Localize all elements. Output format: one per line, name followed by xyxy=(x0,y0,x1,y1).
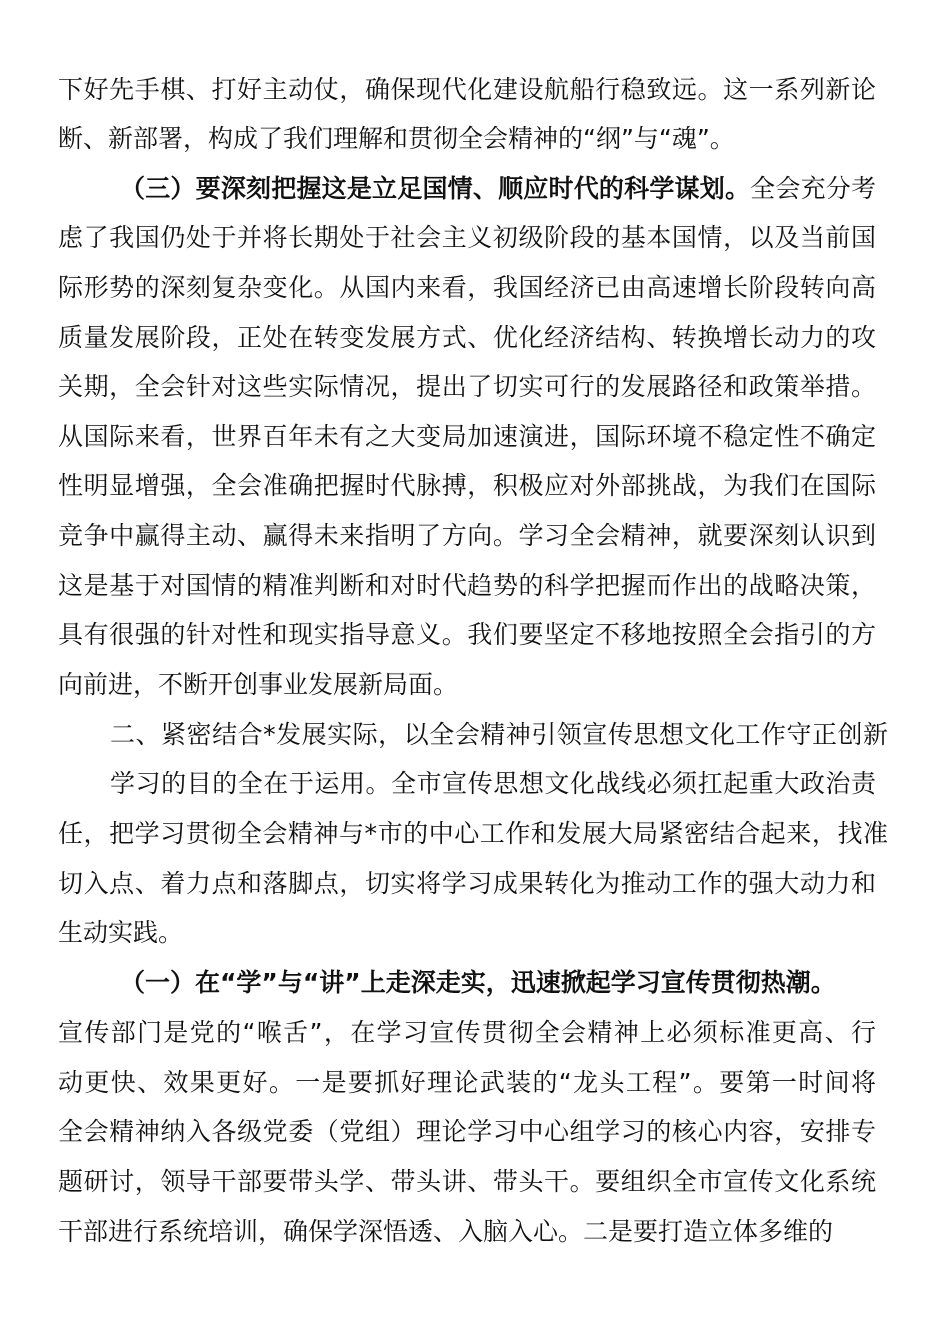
subheading-line xyxy=(120,169,876,209)
paragraph-line: 关期，全会针对这些实际情况，提出了切实可行的发展路径和政策举措。 xyxy=(58,372,876,401)
paragraph-line: 竞争中赢得主动、赢得未来指明了方向。学习全会精神，就要深刻认识到 xyxy=(58,521,876,550)
paragraph-line: 具有很强的针对性和现实指导意义。我们要坚定不移地按照全会指引的方 xyxy=(58,620,876,649)
paragraph-line: 这是基于对国情的精准判断和对时代趋势的科学把握而作出的战略决策， xyxy=(58,571,876,600)
subheading-bold-text: （一）在“学”与“讲”上走深走实，迅速掀起学习宣传贯彻热潮。 xyxy=(120,968,836,997)
paragraph-line: 任，把学习贯彻全会精神与*市的中心工作和发展大局紧密结合起来，找准 xyxy=(58,819,888,848)
subheading-line xyxy=(120,963,876,1003)
paragraph-line: 向前进，不断开创事业发展新局面。 xyxy=(58,670,459,699)
paragraph-line: 下好先手棋、打好主动仗，确保现代化建设航船行稳致远。这一系列新论 xyxy=(58,75,876,104)
paragraph-line: 性明显增强，全会准确把握时代脉搏，积极应对外部挑战，为我们在国际 xyxy=(58,471,876,500)
paragraph-line: 质量发展阶段，正处在转变发展方式、优化经济结构、转换增长动力的攻 xyxy=(58,323,876,352)
paragraph-line: 宣传部门是党的“喉舌”，在学习宣传贯彻全会精神上必须标准更高、行 xyxy=(58,1018,876,1047)
paragraph-line: 题研讨，领导干部要带头学、带头讲、带头干。要组织全市宣传文化系统 xyxy=(58,1167,876,1196)
paragraph-line: 从国际来看，世界百年未有之大变局加速演进，国际环境不稳定性不确定 xyxy=(58,422,876,451)
section-heading: 二、紧密结合*发展实际，以全会精神引领宣传思想文化工作守正创新 xyxy=(110,720,888,749)
paragraph-line: 全会精神纳入各级党委（党组）理论学习中心组学习的核心内容，安排专 xyxy=(58,1117,876,1146)
paragraph-line: 断、新部署，构成了我们理解和贯彻全会精神的“纲”与“魂”。 xyxy=(58,124,735,153)
paragraph-line: 生动实践。 xyxy=(58,918,184,947)
paragraph-line: 动更快、效果更好。一是要抓好理论武装的“龙头工程”。要第一时间将 xyxy=(58,1068,876,1097)
paragraph-line: 学习的目的全在于运用。全市宣传思想文化战线必须扛起重大政治责 xyxy=(110,769,876,798)
paragraph-line: 干部进行系统培训，确保学深悟透、入脑入心。二是要打造立体多维的 xyxy=(58,1217,834,1246)
subheading-bold-text: （三）要深刻把握这是立足国情、顺应时代的科学谋划。 xyxy=(120,174,751,203)
paragraph-line: 切入点、着力点和落脚点，切实将学习成果转化为推动工作的强大动力和 xyxy=(58,869,876,898)
paragraph-line: 际形势的深刻复杂变化。从国内来看，我国经济已由高速增长阶段转向高 xyxy=(58,273,876,302)
paragraph-line: 虑了我国仍处于并将长期处于社会主义初级阶段的基本国情，以及当前国 xyxy=(58,223,876,252)
paragraph-text: 全会充分考 xyxy=(750,174,876,203)
